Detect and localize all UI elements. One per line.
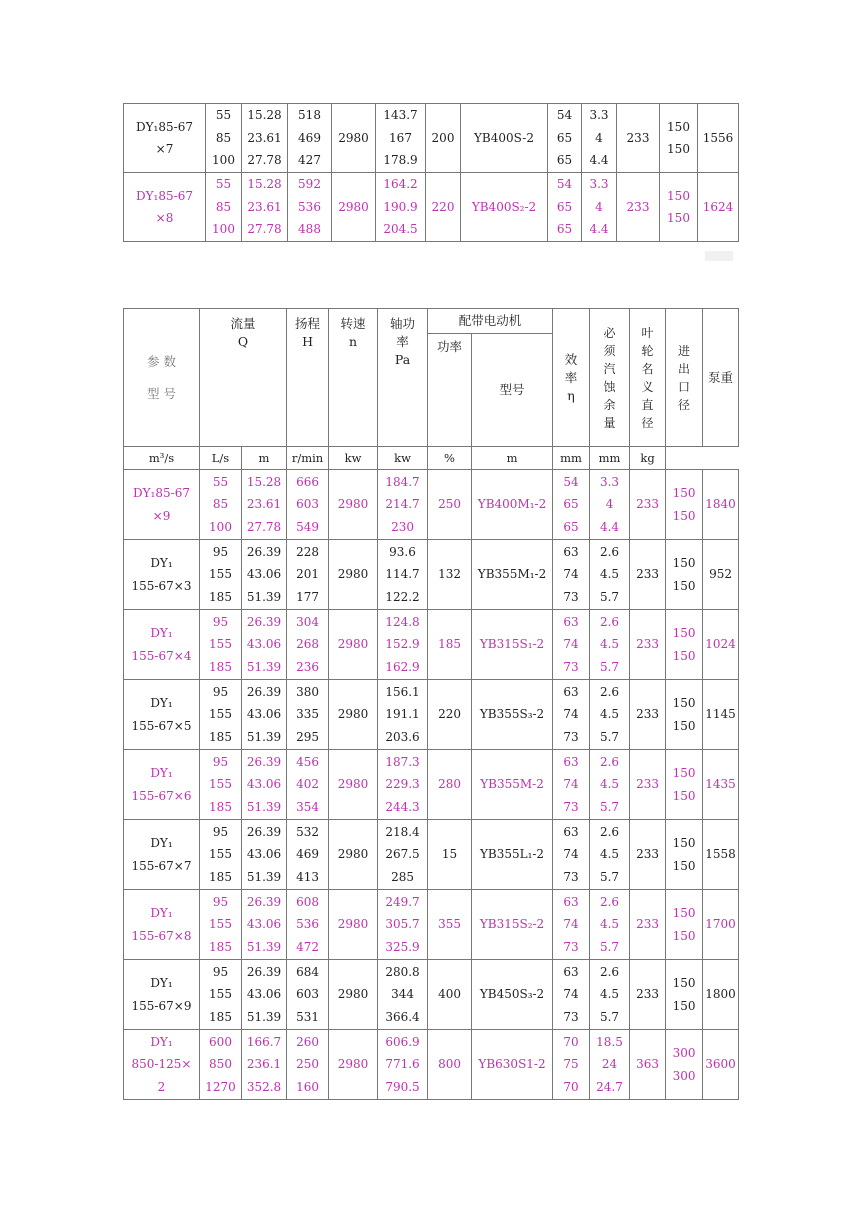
model-cell: DY₁ 155-67×6 bbox=[124, 750, 200, 820]
efficiency-cell: 63 74 73 bbox=[553, 540, 590, 610]
speed-cell: 2980 bbox=[332, 104, 376, 173]
unit-cell: L/s bbox=[200, 447, 242, 470]
shaft-power-cell: 164.2 190.9 204.5 bbox=[376, 173, 426, 242]
motor-power-cell: 15 bbox=[428, 820, 472, 890]
shaft-power-cell: 156.1 191.1 203.6 bbox=[378, 680, 428, 750]
speed-cell: 2980 bbox=[332, 173, 376, 242]
head-cell: 380 335 295 bbox=[287, 680, 329, 750]
motor-power-cell: 250 bbox=[428, 470, 472, 540]
weight-cell: 1624 bbox=[698, 173, 739, 242]
flow-m3s-cell: 95 155 185 bbox=[200, 890, 242, 960]
efficiency-cell: 63 74 73 bbox=[553, 610, 590, 680]
model-cell: DY₁ 850-125× 2 bbox=[124, 1030, 200, 1100]
shaft-power-cell: 187.3 229.3 244.3 bbox=[378, 750, 428, 820]
motor-power-cell: 220 bbox=[426, 173, 461, 242]
npsh-cell: 2.6 4.5 5.7 bbox=[590, 820, 630, 890]
model-cell: DY₁85-67 ×9 bbox=[124, 470, 200, 540]
head-cell: 304 268 236 bbox=[287, 610, 329, 680]
inlet-outlet-cell: 150 150 bbox=[666, 540, 703, 610]
motor-power-cell: 200 bbox=[426, 104, 461, 173]
weight-cell: 952 bbox=[703, 540, 739, 610]
motor-model-cell: YB400M₁-2 bbox=[472, 470, 553, 540]
flow-ls-cell: 26.39 43.06 51.39 bbox=[242, 960, 287, 1030]
model-cell: DY₁ 155-67×3 bbox=[124, 540, 200, 610]
inlet-outlet-cell: 150 150 bbox=[666, 960, 703, 1030]
header-text: n bbox=[348, 334, 358, 349]
model-cell: DY₁ 155-67×5 bbox=[124, 680, 200, 750]
npsh-cell: 2.6 4.5 5.7 bbox=[590, 610, 630, 680]
header-text: 扬程 bbox=[295, 316, 321, 331]
head-cell: 592 536 488 bbox=[288, 173, 332, 242]
motor-model-cell: YB315S₂-2 bbox=[472, 890, 553, 960]
table-row bbox=[124, 173, 739, 242]
unit-cell: kw bbox=[329, 447, 378, 470]
header-motor-model: 型号 bbox=[472, 334, 553, 447]
weight-cell: 1556 bbox=[698, 104, 739, 173]
header-text: Q bbox=[237, 334, 249, 349]
impeller-cell: 233 bbox=[617, 104, 660, 173]
table-row bbox=[124, 610, 739, 680]
impeller-cell: 233 bbox=[630, 680, 666, 750]
unit-cell: m³/s bbox=[124, 447, 200, 470]
unit-cell: % bbox=[428, 447, 472, 470]
efficiency-cell: 54 65 65 bbox=[553, 470, 590, 540]
inlet-outlet-cell: 150 150 bbox=[666, 820, 703, 890]
head-cell: 684 603 531 bbox=[287, 960, 329, 1030]
efficiency-cell: 54 65 65 bbox=[548, 173, 582, 242]
header-motor-power: 功率 bbox=[428, 334, 472, 447]
efficiency-cell: 70 75 70 bbox=[553, 1030, 590, 1100]
header-inlet-outlet: 进 出 口 径 bbox=[666, 309, 703, 447]
efficiency-cell: 54 65 65 bbox=[548, 104, 582, 173]
flow-m3s-cell: 95 155 185 bbox=[200, 960, 242, 1030]
head-cell: 608 536 472 bbox=[287, 890, 329, 960]
flow-m3s-cell: 95 155 185 bbox=[200, 540, 242, 610]
shaft-power-cell: 249.7 305.7 325.9 bbox=[378, 890, 428, 960]
header-flow bbox=[200, 309, 287, 447]
header-text: 流量 bbox=[230, 316, 256, 331]
motor-power-cell: 132 bbox=[428, 540, 472, 610]
impeller-cell: 233 bbox=[630, 540, 666, 610]
inlet-outlet-cell: 300 300 bbox=[666, 1030, 703, 1100]
model-cell: DY₁85-67 ×8 bbox=[124, 173, 206, 242]
shaft-power-cell: 606.9 771.6 790.5 bbox=[378, 1030, 428, 1100]
npsh-cell: 3.3 4 4.4 bbox=[582, 104, 617, 173]
impeller-cell: 233 bbox=[630, 750, 666, 820]
flow-ls-cell: 26.39 43.06 51.39 bbox=[242, 890, 287, 960]
faint-mark bbox=[705, 251, 733, 261]
table-row bbox=[124, 960, 739, 1030]
table-row bbox=[124, 820, 739, 890]
motor-model-cell: YB450S₃-2 bbox=[472, 960, 553, 1030]
flow-ls-cell: 26.39 43.06 51.39 bbox=[242, 820, 287, 890]
model-cell: DY₁ 155-67×7 bbox=[124, 820, 200, 890]
model-cell: DY₁85-67 ×7 bbox=[124, 104, 206, 173]
motor-power-cell: 355 bbox=[428, 890, 472, 960]
shaft-power-cell: 218.4 267.5 285 bbox=[378, 820, 428, 890]
speed-cell: 2980 bbox=[329, 820, 378, 890]
impeller-cell: 233 bbox=[630, 960, 666, 1030]
npsh-cell: 2.6 4.5 5.7 bbox=[590, 750, 630, 820]
flow-m3s-cell: 55 85 100 bbox=[200, 470, 242, 540]
head-cell: 666 603 549 bbox=[287, 470, 329, 540]
model-cell: DY₁ 155-67×8 bbox=[124, 890, 200, 960]
shaft-power-cell: 280.8 344 366.4 bbox=[378, 960, 428, 1030]
motor-power-cell: 800 bbox=[428, 1030, 472, 1100]
head-cell: 456 402 354 bbox=[287, 750, 329, 820]
inlet-outlet-cell: 150 150 bbox=[660, 173, 698, 242]
flow-ls-cell: 15.28 23.61 27.78 bbox=[242, 173, 288, 242]
unit-cell: m bbox=[472, 447, 553, 470]
motor-model-cell: YB400S-2 bbox=[461, 104, 548, 173]
unit-cell: r/min bbox=[287, 447, 329, 470]
table-row bbox=[124, 104, 739, 173]
unit-cell: mm bbox=[553, 447, 590, 470]
head-cell: 518 469 427 bbox=[288, 104, 332, 173]
unit-cell: kw bbox=[378, 447, 428, 470]
model-cell: DY₁ 155-67×4 bbox=[124, 610, 200, 680]
impeller-cell: 233 bbox=[630, 820, 666, 890]
pump-table-top bbox=[123, 103, 739, 242]
header-motor: 配带电动机 bbox=[428, 309, 553, 334]
header-efficiency: 效 率 η bbox=[553, 309, 590, 447]
motor-power-cell: 185 bbox=[428, 610, 472, 680]
header-impeller: 叶 轮 名 义 直 径 bbox=[630, 309, 666, 447]
model-cell: DY₁ 155-67×9 bbox=[124, 960, 200, 1030]
weight-cell: 1700 bbox=[703, 890, 739, 960]
unit-cell: m bbox=[242, 447, 287, 470]
shaft-power-cell: 93.6 114.7 122.2 bbox=[378, 540, 428, 610]
motor-model-cell: YB400S₂-2 bbox=[461, 173, 548, 242]
speed-cell: 2980 bbox=[329, 540, 378, 610]
impeller-cell: 233 bbox=[630, 610, 666, 680]
motor-model-cell: YB630S1-2 bbox=[472, 1030, 553, 1100]
shaft-power-cell: 124.8 152.9 162.9 bbox=[378, 610, 428, 680]
impeller-cell: 233 bbox=[617, 173, 660, 242]
flow-m3s-cell: 600 850 1270 bbox=[200, 1030, 242, 1100]
motor-model-cell: YB315S₁-2 bbox=[472, 610, 553, 680]
table-row bbox=[124, 750, 739, 820]
header-text: 转速 bbox=[340, 316, 366, 331]
motor-model-cell: YB355M₁-2 bbox=[472, 540, 553, 610]
flow-ls-cell: 15.28 23.61 27.78 bbox=[242, 104, 288, 173]
motor-power-cell: 220 bbox=[428, 680, 472, 750]
npsh-cell: 2.6 4.5 5.7 bbox=[590, 960, 630, 1030]
table-row bbox=[124, 540, 739, 610]
flow-m3s-cell: 95 155 185 bbox=[200, 610, 242, 680]
inlet-outlet-cell: 150 150 bbox=[666, 470, 703, 540]
table-row bbox=[124, 1030, 739, 1100]
header-npsh: 必 须 汽 蚀 余 量 bbox=[590, 309, 630, 447]
weight-cell: 1435 bbox=[703, 750, 739, 820]
npsh-cell: 2.6 4.5 5.7 bbox=[590, 890, 630, 960]
flow-ls-cell: 26.39 43.06 51.39 bbox=[242, 680, 287, 750]
motor-model-cell: YB355S₃-2 bbox=[472, 680, 553, 750]
flow-m3s-cell: 55 85 100 bbox=[206, 173, 242, 242]
npsh-cell: 2.6 4.5 5.7 bbox=[590, 680, 630, 750]
motor-power-cell: 280 bbox=[428, 750, 472, 820]
speed-cell: 2980 bbox=[329, 750, 378, 820]
motor-model-cell: YB355M-2 bbox=[472, 750, 553, 820]
weight-cell: 1024 bbox=[703, 610, 739, 680]
table-row bbox=[124, 890, 739, 960]
motor-model-cell: YB355L₁-2 bbox=[472, 820, 553, 890]
pump-table-main bbox=[123, 308, 739, 1100]
head-cell: 260 250 160 bbox=[287, 1030, 329, 1100]
head-cell: 228 201 177 bbox=[287, 540, 329, 610]
inlet-outlet-cell: 150 150 bbox=[660, 104, 698, 173]
speed-cell: 2980 bbox=[329, 960, 378, 1030]
flow-ls-cell: 26.39 43.06 51.39 bbox=[242, 750, 287, 820]
impeller-cell: 233 bbox=[630, 890, 666, 960]
efficiency-cell: 63 74 73 bbox=[553, 750, 590, 820]
weight-cell: 1145 bbox=[703, 680, 739, 750]
header-speed bbox=[329, 309, 378, 447]
weight-cell: 1558 bbox=[703, 820, 739, 890]
flow-ls-cell: 166.7 236.1 352.8 bbox=[242, 1030, 287, 1100]
npsh-cell: 2.6 4.5 5.7 bbox=[590, 540, 630, 610]
flow-ls-cell: 15.28 23.61 27.78 bbox=[242, 470, 287, 540]
table-row bbox=[124, 470, 739, 540]
speed-cell: 2980 bbox=[329, 610, 378, 680]
flow-m3s-cell: 95 155 185 bbox=[200, 750, 242, 820]
efficiency-cell: 63 74 73 bbox=[553, 890, 590, 960]
inlet-outlet-cell: 150 150 bbox=[666, 610, 703, 680]
efficiency-cell: 63 74 73 bbox=[553, 820, 590, 890]
efficiency-cell: 63 74 73 bbox=[553, 680, 590, 750]
weight-cell: 1800 bbox=[703, 960, 739, 1030]
table-row bbox=[124, 680, 739, 750]
header-param-model: 参 数 型 号 bbox=[124, 309, 200, 447]
unit-cell: kg bbox=[630, 447, 666, 470]
speed-cell: 2980 bbox=[329, 1030, 378, 1100]
npsh-cell: 3.3 4 4.4 bbox=[582, 173, 617, 242]
speed-cell: 2980 bbox=[329, 890, 378, 960]
header-weight: 泵重 bbox=[703, 309, 739, 447]
flow-ls-cell: 26.39 43.06 51.39 bbox=[242, 540, 287, 610]
unit-cell: mm bbox=[590, 447, 630, 470]
weight-cell: 3600 bbox=[703, 1030, 739, 1100]
flow-ls-cell: 26.39 43.06 51.39 bbox=[242, 610, 287, 680]
flow-m3s-cell: 95 155 185 bbox=[200, 820, 242, 890]
inlet-outlet-cell: 150 150 bbox=[666, 680, 703, 750]
flow-m3s-cell: 95 155 185 bbox=[200, 680, 242, 750]
shaft-power-cell: 143.7 167 178.9 bbox=[376, 104, 426, 173]
flow-m3s-cell: 55 85 100 bbox=[206, 104, 242, 173]
speed-cell: 2980 bbox=[329, 470, 378, 540]
header-shaft-power: 轴功 率 Pa bbox=[378, 309, 428, 447]
impeller-cell: 233 bbox=[630, 470, 666, 540]
header-head bbox=[287, 309, 329, 447]
impeller-cell: 363 bbox=[630, 1030, 666, 1100]
npsh-cell: 3.3 4 4.4 bbox=[590, 470, 630, 540]
shaft-power-cell: 184.7 214.7 230 bbox=[378, 470, 428, 540]
motor-power-cell: 400 bbox=[428, 960, 472, 1030]
inlet-outlet-cell: 150 150 bbox=[666, 750, 703, 820]
speed-cell: 2980 bbox=[329, 680, 378, 750]
header-text: H bbox=[302, 334, 313, 349]
inlet-outlet-cell: 150 150 bbox=[666, 890, 703, 960]
weight-cell: 1840 bbox=[703, 470, 739, 540]
npsh-cell: 18.5 24 24.7 bbox=[590, 1030, 630, 1100]
head-cell: 532 469 413 bbox=[287, 820, 329, 890]
efficiency-cell: 63 74 73 bbox=[553, 960, 590, 1030]
